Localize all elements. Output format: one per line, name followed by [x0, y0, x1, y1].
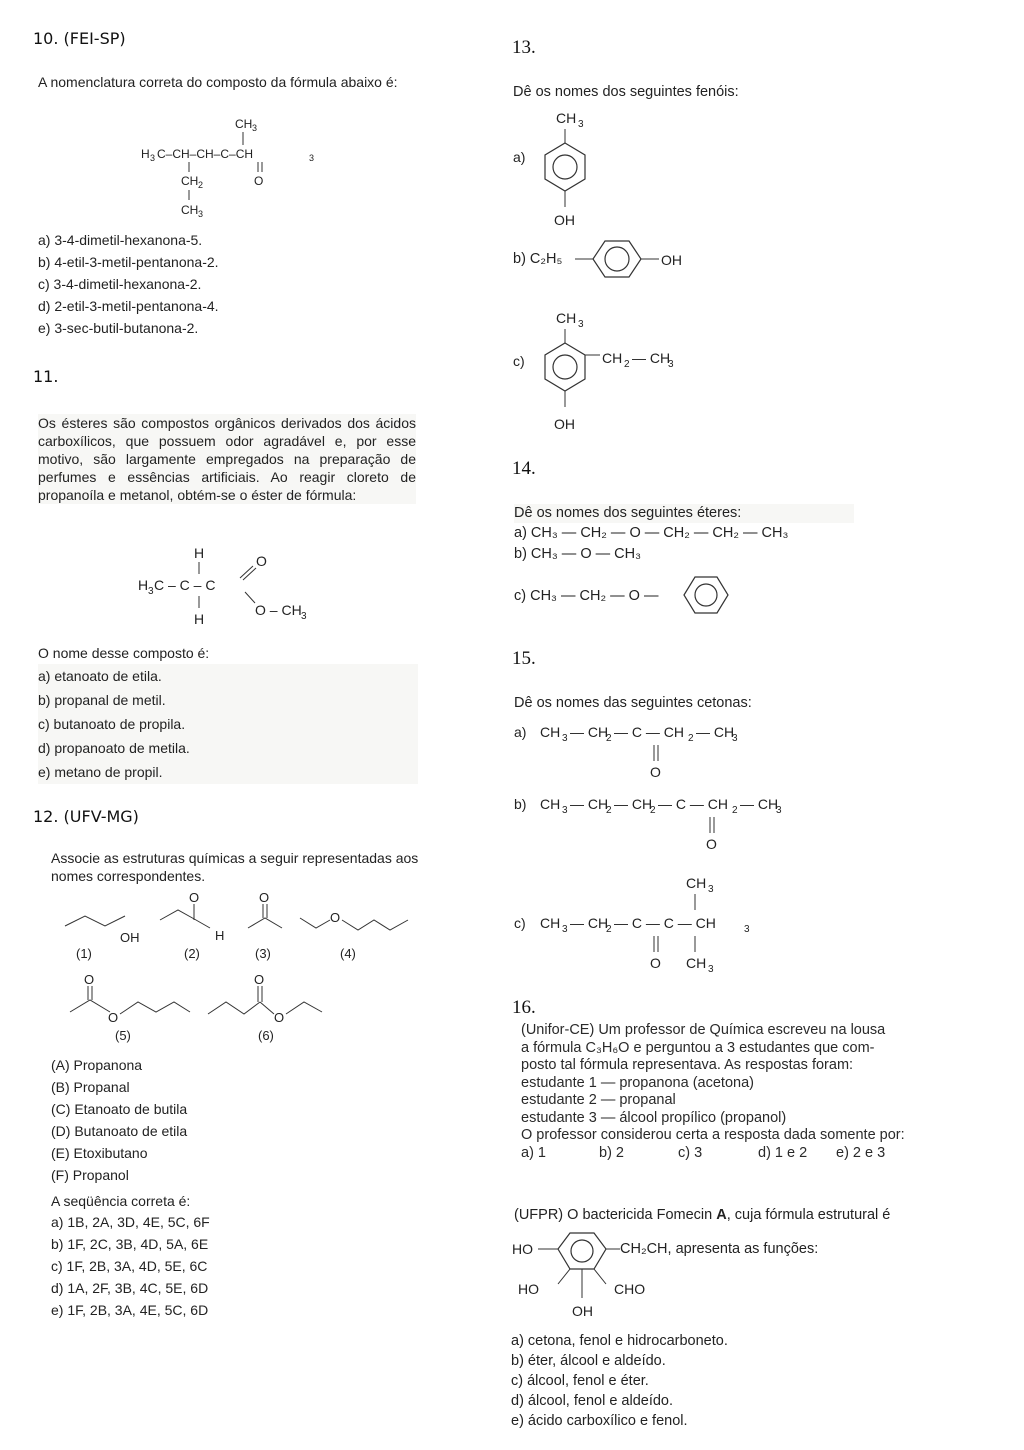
- svg-text:3: 3: [668, 359, 674, 370]
- svg-text:CH: CH: [540, 724, 561, 740]
- svg-text:— CH: — CH: [570, 724, 609, 740]
- name-c: (C) Etanoato de butila: [51, 1101, 188, 1117]
- q14-item-c: c) CH₃ — CH₂ — O —: [514, 588, 659, 604]
- q14-item-a: a) CH₃ — CH₂ — O — CH₂ — CH₂ — CH₃: [514, 525, 789, 541]
- svg-text:HO: HO: [518, 1281, 539, 1297]
- option-a[interactable]: a) etanoato de etila.: [38, 668, 162, 684]
- label-6: (6): [258, 1028, 274, 1043]
- svg-text:— CH: — CH: [614, 796, 653, 812]
- svg-text:2: 2: [650, 805, 656, 816]
- svg-text:CH: CH: [235, 117, 253, 131]
- option-b[interactable]: b) propanal de metil.: [38, 692, 166, 708]
- svg-text:3: 3: [578, 119, 584, 130]
- svg-text:3: 3: [708, 884, 714, 895]
- svg-text:H: H: [194, 611, 205, 627]
- option-e[interactable]: e) metano de propil.: [38, 764, 163, 780]
- q12-structures: [60, 890, 430, 1050]
- svg-text:3: 3: [708, 964, 714, 975]
- option-b[interactable]: b) éter, álcool e aldeído.: [511, 1353, 666, 1369]
- q11-structure: [135, 540, 335, 630]
- q15-ketone-b: [510, 787, 850, 857]
- q12-text: Associe as estruturas químicas a seguir representadas aos nomes correspondentes.: [51, 850, 419, 884]
- item-b: b): [514, 796, 527, 812]
- option-d[interactable]: d) álcool, fenol e aldeído.: [511, 1393, 674, 1409]
- svg-text:H: H: [141, 147, 150, 161]
- svg-text:3: 3: [562, 805, 568, 816]
- svg-text:O: O: [330, 910, 341, 925]
- svg-text:CH: CH: [181, 174, 199, 188]
- svg-text:OH: OH: [661, 252, 682, 268]
- svg-text:3: 3: [776, 805, 782, 816]
- item-a: a): [513, 149, 526, 165]
- svg-text:2: 2: [606, 733, 612, 744]
- name-d: (D) Butanoato de etila: [51, 1123, 188, 1139]
- svg-text:3: 3: [301, 611, 307, 622]
- q15-number: 15.: [512, 648, 536, 669]
- svg-text:O: O: [274, 1010, 285, 1025]
- q14-item-b: b) CH₃ — O — CH₃: [514, 546, 642, 562]
- q16-line: estudante 2 — propanal: [521, 1092, 676, 1108]
- q16-options: [521, 1145, 921, 1163]
- q16-line: (Unifor-CE) Um professor de Química escreveu na lousa: [521, 1022, 886, 1038]
- option-b[interactable]: b) 4-etil-3-metil-pentanona-2.: [38, 254, 219, 270]
- svg-text:3: 3: [562, 924, 568, 935]
- svg-text:— C — CH: — C — CH: [658, 796, 728, 812]
- svg-text:CH: CH: [686, 875, 707, 891]
- q12-question: A seqüência correta é:: [51, 1193, 191, 1209]
- svg-text:CH: CH: [556, 110, 577, 126]
- q17-options: [511, 1331, 728, 1431]
- q13-phenol-a: [510, 105, 630, 235]
- option-e[interactable]: e) ácido carboxílico e fenol.: [511, 1413, 688, 1429]
- option-d[interactable]: d) 2-etil-3-metil-pentanona-4.: [38, 298, 219, 314]
- svg-text:3: 3: [252, 123, 258, 133]
- svg-text:O: O: [259, 890, 270, 905]
- q13-item-b: b) C₂H₅: [513, 251, 563, 267]
- svg-text:CH: CH: [556, 310, 577, 326]
- svg-text:3: 3: [578, 319, 584, 330]
- q14-text: Dê os nomes dos seguintes éteres:: [514, 504, 854, 523]
- q15-ketone-a: [510, 715, 810, 785]
- q16-line: estudante 1 — propanona (acetona): [521, 1074, 754, 1091]
- label-3: (3): [255, 946, 271, 961]
- svg-text:O: O: [254, 174, 264, 188]
- svg-text:— CH: — CH: [696, 724, 735, 740]
- q13-phenol-c: [510, 305, 710, 435]
- q17-text-b: A: [716, 1207, 727, 1223]
- option-e[interactable]: e) 3-sec-butil-butanona-2.: [38, 320, 199, 336]
- svg-text:O: O: [189, 890, 200, 905]
- svg-text:H: H: [194, 545, 205, 561]
- q13-phenol-b: [575, 235, 695, 295]
- svg-text:H: H: [215, 928, 225, 943]
- svg-text:CH: CH: [602, 350, 623, 366]
- option-d[interactable]: d) 1A, 2F, 3B, 4C, 5E, 6D: [51, 1280, 209, 1296]
- q17-text-c: , cuja fórmula estrutural é: [726, 1207, 891, 1223]
- svg-text:— CH: — CH: [632, 350, 671, 366]
- q16-line: estudante 3 — álcool propílico (propanol): [521, 1109, 787, 1126]
- svg-text:— CH: — CH: [740, 796, 779, 812]
- option-c[interactable]: c) 3-4-dimetil-hexanona-2.: [38, 276, 202, 292]
- q15-text: Dê os nomes das seguintes cetonas:: [514, 695, 752, 711]
- name-b: (B) Propanal: [51, 1079, 130, 1095]
- option-b[interactable]: b) 1F, 2C, 3B, 4D, 5A, 6E: [51, 1236, 209, 1252]
- svg-text:HO: HO: [512, 1241, 533, 1257]
- option-a[interactable]: a) 1: [521, 1144, 546, 1161]
- svg-text:2: 2: [624, 359, 630, 370]
- item-c: c): [514, 915, 526, 931]
- q11-number: 11.: [33, 367, 59, 386]
- svg-text:CH: CH: [181, 203, 199, 217]
- svg-text:O: O: [254, 972, 265, 987]
- svg-text:H: H: [138, 577, 149, 593]
- q12-number: 12. (UFV-MG): [33, 807, 139, 826]
- option-e[interactable]: e) 2 e 3: [836, 1144, 886, 1161]
- q16-line: O professor considerou certa a resposta dada somente por:: [521, 1127, 905, 1143]
- svg-text:— CH: — CH: [570, 796, 609, 812]
- svg-text:3: 3: [744, 924, 750, 935]
- name-a: (A) Propanona: [51, 1057, 143, 1073]
- svg-text:2: 2: [606, 924, 612, 935]
- svg-text:2: 2: [732, 805, 738, 816]
- svg-text:3: 3: [150, 153, 156, 163]
- svg-text:C – C – C: C – C – C: [154, 577, 216, 593]
- svg-text:— CH: — CH: [570, 915, 609, 931]
- q10-structure: [135, 112, 335, 227]
- svg-text:CH: CH: [540, 796, 561, 812]
- q11-options: [38, 664, 418, 784]
- q14-benzene: [678, 572, 738, 618]
- q12-names: [51, 1054, 187, 1186]
- q15-ketone-c: [510, 868, 810, 980]
- svg-text:O – CH: O – CH: [255, 602, 302, 618]
- q16-line: a fórmula C₃H₆O e perguntou a 3 estudantes que com-: [521, 1039, 875, 1056]
- option-a[interactable]: a) cetona, fenol e hidrocarboneto.: [511, 1333, 728, 1349]
- option-c[interactable]: c) álcool, fenol e éter.: [511, 1373, 649, 1389]
- svg-text:OH: OH: [572, 1303, 593, 1319]
- label-1: (1): [76, 946, 92, 961]
- q10-text: A nomenclatura correta do composto da fórmula abaixo é:: [38, 74, 398, 90]
- svg-text:3: 3: [562, 733, 568, 744]
- label-2: (2): [184, 946, 200, 961]
- q14-number: 14.: [512, 458, 536, 479]
- svg-text:2: 2: [198, 180, 204, 190]
- svg-text:OH: OH: [120, 930, 140, 945]
- svg-text:OH: OH: [554, 416, 575, 432]
- label-5: (5): [115, 1028, 131, 1043]
- svg-text:O: O: [84, 972, 95, 987]
- option-c[interactable]: c) butanoato de propila.: [38, 716, 186, 732]
- svg-text:2: 2: [688, 733, 694, 744]
- q16-number: 16.: [512, 997, 536, 1018]
- q13-text: Dê os nomes dos seguintes fenóis:: [513, 84, 739, 100]
- label-4: (4): [340, 946, 356, 961]
- q17-text: [514, 1206, 890, 1225]
- q10-number: 10. (FEI-SP): [33, 29, 126, 48]
- option-e[interactable]: e) 1F, 2B, 3A, 4E, 5C, 6D: [51, 1302, 209, 1318]
- svg-text:CH: CH: [540, 915, 561, 931]
- svg-text:3: 3: [732, 733, 738, 744]
- svg-text:O: O: [650, 764, 661, 780]
- svg-text:OH: OH: [554, 212, 575, 228]
- svg-text:— C — CH: — C — CH: [614, 724, 684, 740]
- option-b[interactable]: b) 2: [599, 1144, 624, 1161]
- svg-text:2: 2: [606, 805, 612, 816]
- option-d[interactable]: d) 1 e 2: [758, 1144, 808, 1161]
- svg-text:O: O: [706, 836, 717, 852]
- svg-text:CH: CH: [686, 955, 707, 971]
- q13-number: 13.: [512, 37, 536, 58]
- q17-after: CH₂CH, apresenta as funções:: [620, 1241, 819, 1257]
- option-c[interactable]: c) 3: [678, 1144, 703, 1161]
- option-c[interactable]: c) 1F, 2B, 3A, 4D, 5E, 6C: [51, 1258, 208, 1274]
- svg-text:CHO: CHO: [614, 1281, 646, 1297]
- svg-text:C–CH–CH–C–CH: C–CH–CH–C–CH: [157, 147, 254, 161]
- svg-text:O: O: [256, 553, 267, 569]
- q10-options: [38, 229, 219, 339]
- q12-options: [51, 1211, 210, 1321]
- svg-text:O: O: [108, 1010, 119, 1025]
- q11-text: Os ésteres são compostos orgânicos derivados dos ácidos carboxílicos, que possuem odor agradável e, por esse motivo, são largamente empregados na preparação de perfumes e essências artificiais. Ao reagir cloreto de propanoíla e metanol, obtém-se o éster de fórmula:: [38, 415, 416, 503]
- q17-text-a: (UFPR) O bactericida Fomecin: [514, 1207, 717, 1223]
- svg-text:3: 3: [148, 586, 154, 597]
- name-f: (F) Propanol: [51, 1167, 129, 1183]
- q16-line: posto tal fórmula representava. As respostas foram:: [521, 1057, 854, 1073]
- item-c: c): [513, 353, 525, 369]
- svg-text:3: 3: [309, 153, 315, 163]
- option-d[interactable]: d) propanoato de metila.: [38, 740, 190, 756]
- item-a: a): [514, 724, 527, 740]
- q11-question: O nome desse composto é:: [38, 645, 210, 661]
- option-a[interactable]: a) 1B, 2A, 3D, 4E, 5C, 6F: [51, 1214, 210, 1230]
- svg-text:O: O: [650, 955, 661, 971]
- q16-body: [521, 1022, 921, 1163]
- name-e: (E) Etoxibutano: [51, 1145, 148, 1161]
- svg-text:— C — C — CH: — C — C — CH: [614, 915, 716, 931]
- svg-text:3: 3: [198, 209, 204, 219]
- option-a[interactable]: a) 3-4-dimetil-hexanona-5.: [38, 232, 203, 248]
